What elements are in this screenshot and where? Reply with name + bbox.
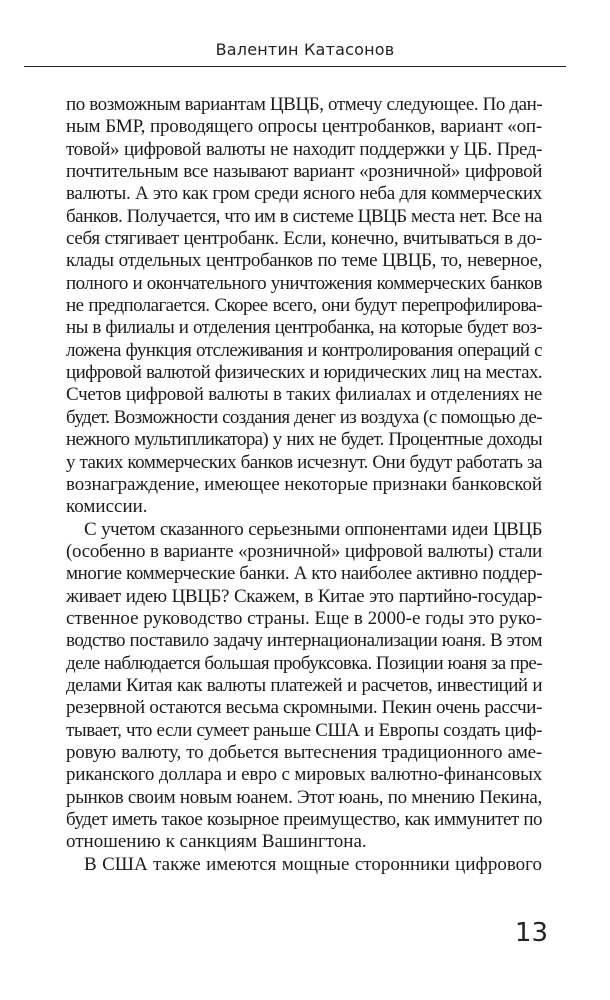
paragraph-2 [66, 519, 542, 854]
text-line: ровую валюту, то добьется вытеснения традиционного аме- [66, 741, 542, 763]
header-rule [24, 66, 566, 67]
running-head-author: Валентин Катасонов [215, 40, 395, 59]
text-line: тывает, что если сумеет раньше США и Европы создать циф- [66, 719, 542, 741]
text-line: резервной остаются весьма скромными. Пекин очень рассчи- [66, 697, 542, 719]
text-line: валюты. А это как гром среди ясного неба для коммерческих [66, 183, 542, 205]
page-number: 13 [514, 918, 548, 948]
text-line: у таких коммерческих банков исчезнут. Они будут работать за [66, 451, 542, 473]
text-line: ственное руководство страны. Еще в 2000-е годы это руко- [66, 607, 542, 629]
text-line: цифровой валютой физических и юридических лиц на местах. [66, 362, 542, 384]
text-line: вознаграждение, имеющее некоторые признаки банковской [66, 473, 542, 495]
paragraph-1 [66, 94, 542, 519]
text-line: будет иметь такое козырное преимущество, как иммунитет по [66, 809, 542, 830]
text-line: (особенно в варианте «розничной» цифровой валюты) стали [66, 540, 542, 562]
text-line: нежного мультипликатора) у них не будет. Процентные доходы [66, 429, 542, 451]
text-line: ложена функция отслеживания и контролирования операций с [66, 339, 542, 361]
text-line: не предполагается. Скорее всего, они будут перепрофилирова- [66, 295, 542, 317]
text-line: делами Китая как валюты платежей и расчетов, инвестиций и [66, 674, 542, 696]
text-line: деле наблюдается большая пробуксовка. Позиции юаня за пре- [66, 652, 542, 674]
text-line: банков. Получается, что им в системе ЦВЦБ места нет. Все на [66, 205, 542, 227]
text-line: водство поставило задачу интернационализации юаня. В этом [66, 630, 542, 652]
text-line: С учетом сказанного серьезными оппонентами идеи ЦВЦБ [84, 518, 542, 540]
text-line: клады отдельных центробанков по теме ЦВЦБ, то, неверное, [66, 250, 542, 272]
text-line: будет. Возможности создания денег из воздуха (с помощью де- [66, 406, 542, 428]
body-text [66, 94, 542, 876]
text-line: ны в филиалы и отделения центробанка, на которые будет воз- [66, 317, 542, 339]
text-line: В США также имеются мощные сторонники цифрового [84, 853, 542, 875]
text-line: почтительным все называют вариант «розничной» цифровой [66, 161, 542, 183]
text-line: комиссии. [66, 496, 148, 518]
text-line: себя стягивает центробанк. Если, конечно, вчитываться в до- [66, 228, 542, 250]
text-line: товой» цифровой валюты не находит поддержки у ЦБ. Пред- [66, 138, 542, 160]
text-line: Счетов цифровой валюты в таких филиалах и отделениях не [66, 384, 542, 406]
text-line: отношению к санкциям Вашингтона. [66, 831, 367, 853]
text-line: ным БМР, проводящего опросы центробанков, вариант «оп- [66, 116, 542, 138]
text-line: живает идею ЦВЦБ? Скажем, в Китае это партийно-государ- [66, 585, 542, 607]
text-line: многие коммерческие банки. А кто наиболее активно поддер- [66, 563, 543, 585]
text-line: по возможным вариантам ЦВЦБ, отмечу следующее. По дан- [66, 94, 543, 115]
text-line: полного и окончательного уничтожения коммерческих банков [66, 272, 542, 294]
text-line: риканского доллара и евро с мировых валютно-финансовых [66, 764, 542, 786]
text-line: рынков своим новым юанем. Этот юань, по мнению Пекина, [66, 786, 542, 808]
paragraph-3 [66, 854, 542, 876]
